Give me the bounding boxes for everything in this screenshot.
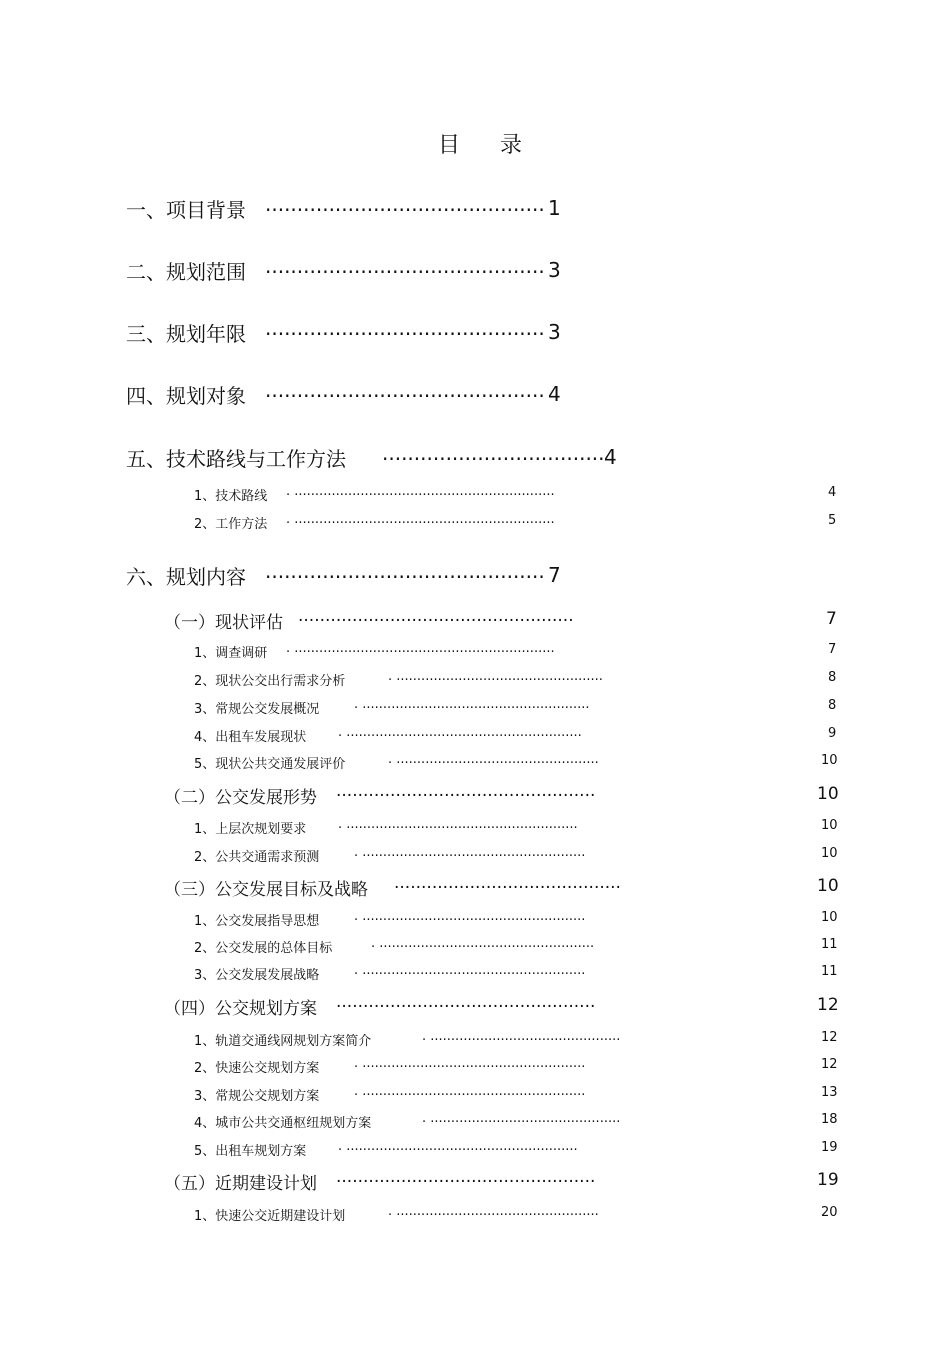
toc-label: 4、出租车发展现状 [194, 730, 307, 745]
toc-dots: . .................................................. [388, 669, 603, 684]
toc-page: 5 [828, 513, 837, 528]
toc-label: 2、快速公交规划方案 [194, 1061, 320, 1076]
toc-label: 2、公交发展的总体目标 [194, 941, 333, 956]
toc-label: 4、城市公共交通枢纽规划方案 [194, 1116, 372, 1131]
toc-dots: . ....................................................... [354, 697, 590, 712]
toc-dots: ............................................ [265, 192, 545, 216]
toc-page: 12 [817, 995, 839, 1015]
toc-page: 7 [826, 609, 837, 629]
toc-dots: ............................................ [265, 316, 545, 340]
toc-page: 8 [828, 670, 837, 685]
toc-page: 4 [548, 382, 561, 406]
toc-dots: . ........................................................ [338, 817, 578, 832]
toc-label: 四、规划对象 [126, 384, 246, 408]
toc-page: 19 [817, 1170, 839, 1190]
toc-page: 8 [828, 698, 837, 713]
toc-title-char-1: 目 [438, 133, 461, 158]
toc-page: 19 [821, 1140, 838, 1155]
toc-page: 11 [821, 964, 838, 979]
toc-label: 一、项目背景 [126, 198, 246, 222]
toc-label: 3、常规公交发展概况 [194, 702, 320, 717]
toc-dots: . ................................................. [388, 1204, 599, 1219]
toc-page: 1 [548, 196, 561, 220]
toc-dots: ................................................ [336, 781, 596, 801]
toc-label: 1、调查调研 [194, 646, 268, 661]
toc-label: （五）近期建设计划 [164, 1174, 317, 1194]
toc-page: 10 [821, 818, 838, 833]
toc-page: 7 [548, 563, 561, 587]
toc-dots: . ............................................................... [286, 512, 555, 527]
toc-page: 10 [821, 846, 838, 861]
toc-dots: ................................................ [336, 992, 596, 1012]
toc-dots: . ................................................. [388, 752, 599, 767]
toc-page: 3 [548, 320, 561, 344]
toc-dots: . ...................................................... [354, 845, 586, 860]
toc-page: 10 [817, 784, 839, 804]
toc-dots: . ...................................................... [354, 963, 586, 978]
toc-page: 20 [821, 1205, 838, 1220]
toc-label: 二、规划范围 [126, 260, 246, 284]
toc-label: （三）公交发展目标及战略 [164, 880, 368, 900]
toc-dots: . ......................................................... [338, 725, 582, 740]
toc-dots: . ............................................................... [286, 484, 555, 499]
toc-label: 3、公交发展发展战略 [194, 968, 320, 983]
toc-page: 7 [828, 642, 837, 657]
toc-page: 10 [821, 910, 838, 925]
toc-label: 1、上层次规划要求 [194, 822, 307, 837]
toc-label: 1、快速公交近期建设计划 [194, 1209, 346, 1224]
toc-dots: . ...................................................... [354, 1084, 586, 1099]
toc-dots: . ...................................................... [354, 909, 586, 924]
toc-dots: .......................................... [394, 873, 621, 893]
toc-title-char-2: 录 [500, 133, 523, 158]
toc-page: 10 [817, 876, 839, 896]
toc-dots: ............................................ [265, 559, 545, 583]
toc-label: 1、轨道交通线网规划方案简介 [194, 1034, 372, 1049]
toc-label: （四）公交规划方案 [164, 999, 317, 1019]
toc-dots: ................................... [382, 441, 605, 465]
toc-page: 4 [828, 485, 837, 500]
toc-label: 2、现状公交出行需求分析 [194, 674, 346, 689]
toc-dots: . ........................................................ [338, 1139, 578, 1154]
toc-label: 五、技术路线与工作方法 [126, 447, 346, 471]
toc-page: 12 [821, 1030, 838, 1045]
toc-dots: . ...................................................... [354, 1056, 586, 1071]
toc-page: 11 [821, 937, 838, 952]
toc-label: 5、现状公共交通发展评价 [194, 757, 346, 772]
toc-dots: ............................................ [265, 254, 545, 278]
toc-label: 5、出租车规划方案 [194, 1144, 307, 1159]
toc-label: （一）现状评估 [164, 613, 283, 633]
toc-label: 三、规划年限 [126, 322, 246, 346]
toc-label: （二）公交发展形势 [164, 788, 317, 808]
toc-page: 9 [828, 726, 837, 741]
toc-dots: ............................................ [265, 378, 545, 402]
toc-dots: ................................................ [336, 1167, 596, 1187]
toc-page: 12 [821, 1057, 838, 1072]
toc-label: 2、工作方法 [194, 517, 268, 532]
toc-dots: . .................................................... [371, 936, 595, 951]
toc-label: 六、规划内容 [126, 565, 246, 589]
toc-dots: . .............................................. [422, 1111, 621, 1126]
toc-label: 1、公交发展指导思想 [194, 914, 320, 929]
toc-page: 4 [604, 445, 617, 469]
toc-label: 3、常规公交规划方案 [194, 1089, 320, 1104]
toc-dots: . ............................................................... [286, 641, 555, 656]
toc-page: 3 [548, 258, 561, 282]
toc-page: 10 [821, 753, 838, 768]
toc-dots: ................................................... [298, 606, 574, 626]
toc-page: 13 [821, 1085, 838, 1100]
toc-dots: . .............................................. [422, 1029, 621, 1044]
toc-label: 1、技术路线 [194, 489, 268, 504]
toc-page: 18 [821, 1112, 838, 1127]
toc-label: 2、公共交通需求预测 [194, 850, 320, 865]
